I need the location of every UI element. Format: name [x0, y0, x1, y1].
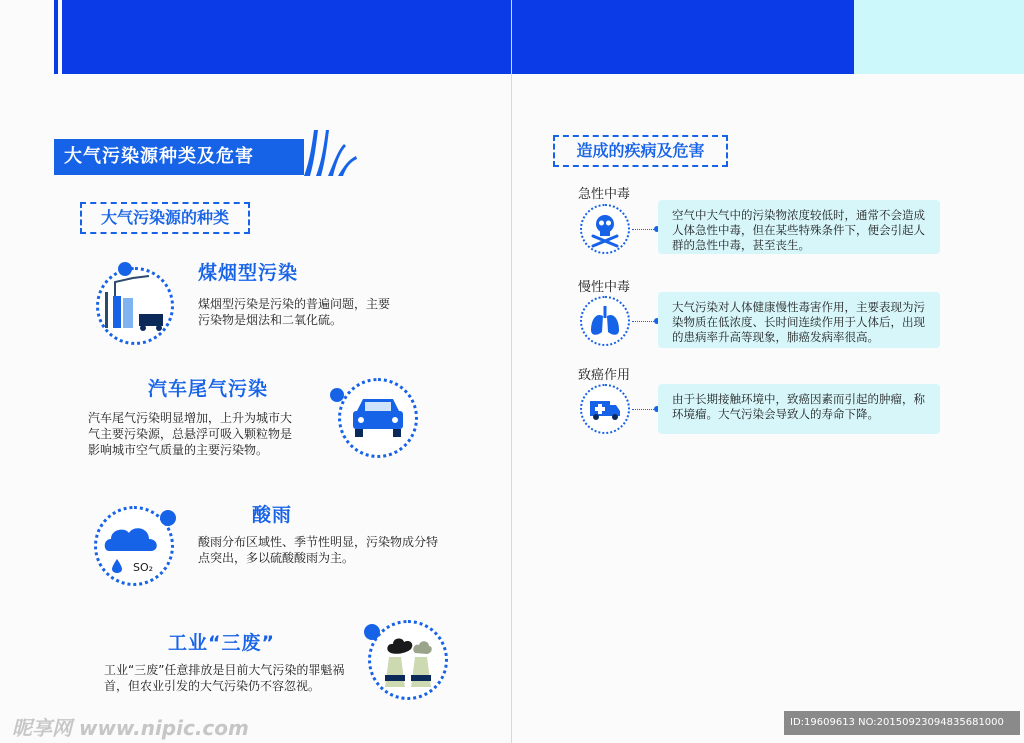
type-text-car: 汽车尾气污染明显增加，上升为城市大气主要污染源，总悬浮可吸入颗粒物是影响城市空气质量的主要污染物。: [88, 411, 293, 457]
right-section-title: 造成的疾病及危害: [553, 135, 728, 167]
watermark-id: ID:19609613 NO:20150923094835681000: [784, 711, 1020, 735]
type-text-coal: 煤烟型污染是污染的普遍问题，主要污染物是烟法和二氧化硫。: [198, 297, 391, 327]
disease-text-chronic: 大气污染对人体健康慢性毒害作用，主要表现为污染物质在低浓度、长时间连续作用于人体后，出现的患病率升高等现象，肺癌发病率很高。: [658, 292, 940, 348]
disease-text-carcinogenic: 由于长期接触环境中，致癌因素而引起的肿瘤，称环境瘤。大气污染会导致人的寿命下降。: [658, 384, 940, 434]
cloud-label: SO₂: [133, 561, 154, 574]
type-title-industrial: 工业“三废”: [168, 632, 275, 654]
type-title-car: 汽车尾气污染: [148, 378, 269, 400]
type-title-coal: 煤烟型污染: [198, 262, 299, 284]
header-bar: [62, 0, 854, 74]
lungs-icon: [580, 296, 630, 346]
disease-text-acute: 空气中大气中的污染物浓度较低时，通常不会造成人体急性中毒，但在某些特殊条件下，便会引起人群的急性中毒，甚至丧生。: [658, 200, 940, 254]
page-fold-line: [511, 0, 512, 743]
header-bar-light: [854, 0, 1024, 74]
skull-crossbones-icon: [580, 204, 630, 254]
left-section-title: 大气污染源种类及危害: [54, 139, 304, 175]
factory-icon: [96, 267, 174, 345]
car-icon-dot: [330, 388, 344, 402]
type-text-acid-rain: 酸雨分布区域性、季节性明显，污染物成分特点突出，多以硫酸酸雨为主。: [198, 535, 439, 565]
smokestack-icon: [368, 620, 448, 700]
left-sub-title: 大气污染源的种类: [80, 202, 250, 234]
ambulance-icon: [580, 384, 630, 434]
watermark-logo: 昵享网 www.nipic.com: [12, 716, 249, 740]
header-accent-stripe: [54, 0, 58, 74]
rain-icon-dot: [160, 510, 176, 526]
type-text-industrial: 工业“三废”任意排放是目前大气污染的罪魁祸首，但农业引发的大气污染仍不容忽视。: [104, 663, 345, 693]
banner-wave-icon: [300, 130, 360, 176]
factory-icon-dot: [118, 262, 132, 276]
disease-label-chronic: 慢性中毒: [578, 280, 631, 295]
disease-label-acute: 急性中毒: [578, 187, 631, 202]
smokestack-icon-dot: [364, 624, 380, 640]
type-title-acid-rain: 酸雨: [252, 504, 293, 526]
disease-label-carcinogenic: 致癌作用: [578, 368, 631, 383]
car-icon: [338, 378, 418, 458]
